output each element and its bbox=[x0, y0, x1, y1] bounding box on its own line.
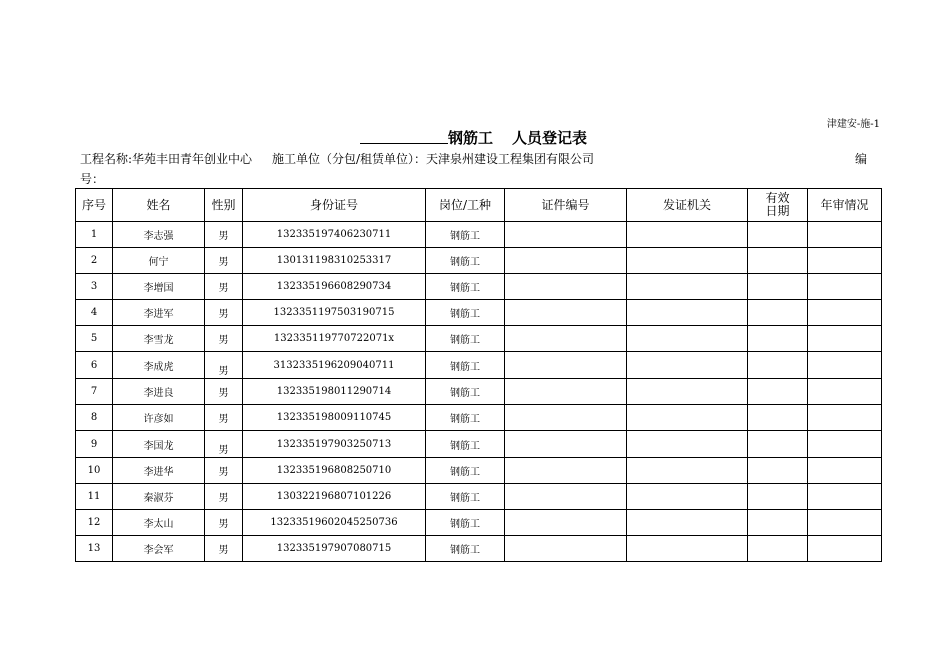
row-number: 5 bbox=[76, 326, 113, 352]
table-row bbox=[76, 326, 882, 352]
annual-review bbox=[808, 484, 882, 510]
cert-number bbox=[505, 274, 627, 300]
worker-id: 3132335196209040711 bbox=[243, 352, 426, 379]
issuing-authority bbox=[627, 248, 748, 274]
worker-name: 李进军 bbox=[113, 300, 205, 326]
row-number: 12 bbox=[76, 510, 113, 536]
worker-id: 13233519602045250736 bbox=[243, 510, 426, 536]
issuing-authority bbox=[627, 484, 748, 510]
header-cell: 性别 bbox=[205, 189, 243, 222]
issuing-authority bbox=[627, 222, 748, 248]
construction-unit: 施工单位（分包/租赁单位）：天津泉州建设工程集团有限公司 bbox=[272, 152, 595, 166]
worker-name: 秦淑芬 bbox=[113, 484, 205, 510]
title-underline bbox=[360, 143, 448, 144]
number-label: 编 bbox=[855, 152, 868, 166]
project-name: 工程名称:华苑丰田青年创业中心 bbox=[80, 152, 253, 166]
table-row bbox=[76, 405, 882, 431]
worker-name: 李增国 bbox=[113, 274, 205, 300]
table-row bbox=[76, 222, 882, 248]
worker-job: 钢筋工 bbox=[426, 431, 505, 458]
worker-id: 132335197907080715 bbox=[243, 536, 426, 562]
valid-date bbox=[748, 405, 808, 431]
issuing-authority bbox=[627, 405, 748, 431]
annual-review bbox=[808, 326, 882, 352]
annual-review bbox=[808, 510, 882, 536]
worker-name: 许彦如 bbox=[113, 405, 205, 431]
cert-number bbox=[505, 379, 627, 405]
cert-number bbox=[505, 326, 627, 352]
row-number: 9 bbox=[76, 431, 113, 458]
worker-gender: 男 bbox=[205, 326, 243, 352]
row-number: 13 bbox=[76, 536, 113, 562]
table-header-row bbox=[76, 189, 882, 222]
worker-name: 李成虎 bbox=[113, 352, 205, 379]
row-number: 8 bbox=[76, 405, 113, 431]
worker-gender: 男 bbox=[205, 222, 243, 248]
table-row bbox=[76, 458, 882, 484]
cert-number bbox=[505, 510, 627, 536]
cert-number bbox=[505, 536, 627, 562]
worker-name: 李志强 bbox=[113, 222, 205, 248]
valid-date bbox=[748, 326, 808, 352]
valid-date bbox=[748, 484, 808, 510]
worker-id: 132335119770722071x bbox=[243, 326, 426, 352]
valid-date bbox=[748, 248, 808, 274]
worker-id: 132335196608290734 bbox=[243, 274, 426, 300]
worker-job: 钢筋工 bbox=[426, 510, 505, 536]
worker-name: 李太山 bbox=[113, 510, 205, 536]
worker-name: 李会军 bbox=[113, 536, 205, 562]
worker-gender: 男 bbox=[205, 248, 243, 274]
worker-gender: 男 bbox=[205, 352, 243, 379]
cert-number bbox=[505, 405, 627, 431]
worker-job: 钢筋工 bbox=[426, 458, 505, 484]
issuing-authority bbox=[627, 431, 748, 458]
annual-review bbox=[808, 300, 882, 326]
cert-number bbox=[505, 300, 627, 326]
row-number: 11 bbox=[76, 484, 113, 510]
worker-id: 132335198009110745 bbox=[243, 405, 426, 431]
issuing-authority bbox=[627, 326, 748, 352]
worker-job: 钢筋工 bbox=[426, 379, 505, 405]
worker-name: 李雪龙 bbox=[113, 326, 205, 352]
worker-job: 钢筋工 bbox=[426, 352, 505, 379]
annual-review bbox=[808, 222, 882, 248]
annual-review bbox=[808, 352, 882, 379]
row-number: 6 bbox=[76, 352, 113, 379]
header-cell: 姓名 bbox=[113, 189, 205, 222]
worker-id: 132335196808250710 bbox=[243, 458, 426, 484]
header-cell: 发证机关 bbox=[627, 189, 748, 222]
table-row bbox=[76, 352, 882, 379]
annual-review bbox=[808, 248, 882, 274]
worker-gender: 男 bbox=[205, 484, 243, 510]
header-cell: 岗位/工种 bbox=[426, 189, 505, 222]
issuing-authority bbox=[627, 458, 748, 484]
cert-number bbox=[505, 248, 627, 274]
annual-review bbox=[808, 458, 882, 484]
table-row bbox=[76, 248, 882, 274]
cert-number bbox=[505, 484, 627, 510]
worker-id: 132335197903250713 bbox=[243, 431, 426, 458]
issuing-authority bbox=[627, 379, 748, 405]
cert-number bbox=[505, 458, 627, 484]
worker-job: 钢筋工 bbox=[426, 405, 505, 431]
issuing-authority bbox=[627, 274, 748, 300]
header-cell: 年审情况 bbox=[808, 189, 882, 222]
worker-gender: 男 bbox=[205, 300, 243, 326]
worker-job: 钢筋工 bbox=[426, 484, 505, 510]
valid-date bbox=[748, 300, 808, 326]
table-row bbox=[76, 274, 882, 300]
table-row bbox=[76, 536, 882, 562]
worker-name: 李进华 bbox=[113, 458, 205, 484]
table-row bbox=[76, 431, 882, 458]
worker-job: 钢筋工 bbox=[426, 536, 505, 562]
worker-gender: 男 bbox=[205, 458, 243, 484]
header-cell: 序号 bbox=[76, 189, 113, 222]
valid-date bbox=[748, 431, 808, 458]
annual-review bbox=[808, 379, 882, 405]
annual-review bbox=[808, 405, 882, 431]
worker-gender: 男 bbox=[205, 510, 243, 536]
table-row bbox=[76, 510, 882, 536]
valid-date bbox=[748, 458, 808, 484]
worker-job: 钢筋工 bbox=[426, 274, 505, 300]
annual-review bbox=[808, 431, 882, 458]
worker-id: 132335198011290714 bbox=[243, 379, 426, 405]
worker-gender: 男 bbox=[205, 431, 243, 458]
worker-id: 1323351197503190715 bbox=[243, 300, 426, 326]
valid-date bbox=[748, 379, 808, 405]
worker-gender: 男 bbox=[205, 274, 243, 300]
issuing-authority bbox=[627, 300, 748, 326]
worker-name: 李进良 bbox=[113, 379, 205, 405]
worker-gender: 男 bbox=[205, 405, 243, 431]
worker-id: 130131198310253317 bbox=[243, 248, 426, 274]
worker-gender: 男 bbox=[205, 379, 243, 405]
issuing-authority bbox=[627, 510, 748, 536]
row-number: 7 bbox=[76, 379, 113, 405]
worker-job: 钢筋工 bbox=[426, 326, 505, 352]
worker-job: 钢筋工 bbox=[426, 248, 505, 274]
table-row bbox=[76, 484, 882, 510]
cert-number bbox=[505, 222, 627, 248]
issuing-authority bbox=[627, 536, 748, 562]
number-label-cont: 号： bbox=[80, 172, 105, 186]
annual-review bbox=[808, 536, 882, 562]
worker-job: 钢筋工 bbox=[426, 222, 505, 248]
table-row bbox=[76, 379, 882, 405]
valid-date bbox=[748, 510, 808, 536]
row-number: 1 bbox=[76, 222, 113, 248]
form-code: 津建安-施-1 bbox=[826, 119, 880, 130]
header-cell: 身份证号 bbox=[243, 189, 426, 222]
table-row bbox=[76, 300, 882, 326]
header-cell: 证件编号 bbox=[505, 189, 627, 222]
document-title bbox=[0, 127, 950, 147]
row-number: 10 bbox=[76, 458, 113, 484]
cert-number bbox=[505, 352, 627, 379]
valid-date bbox=[748, 536, 808, 562]
header-cell: 有效日期 bbox=[748, 189, 808, 222]
row-number: 4 bbox=[76, 300, 113, 326]
worker-id: 130322196807101226 bbox=[243, 484, 426, 510]
annual-review bbox=[808, 274, 882, 300]
title-job-type: 钢筋工 bbox=[448, 129, 494, 147]
registration-table bbox=[75, 188, 882, 562]
worker-gender: 男 bbox=[205, 536, 243, 562]
row-number: 3 bbox=[76, 274, 113, 300]
valid-date bbox=[748, 352, 808, 379]
valid-date bbox=[748, 274, 808, 300]
valid-date bbox=[748, 222, 808, 248]
worker-job: 钢筋工 bbox=[426, 300, 505, 326]
worker-name: 李国龙 bbox=[113, 431, 205, 458]
worker-name: 何宁 bbox=[113, 248, 205, 274]
cert-number bbox=[505, 431, 627, 458]
worker-id: 132335197406230711 bbox=[243, 222, 426, 248]
issuing-authority bbox=[627, 352, 748, 379]
row-number: 2 bbox=[76, 248, 113, 274]
title-form-name: 人员登记表 bbox=[512, 129, 588, 147]
